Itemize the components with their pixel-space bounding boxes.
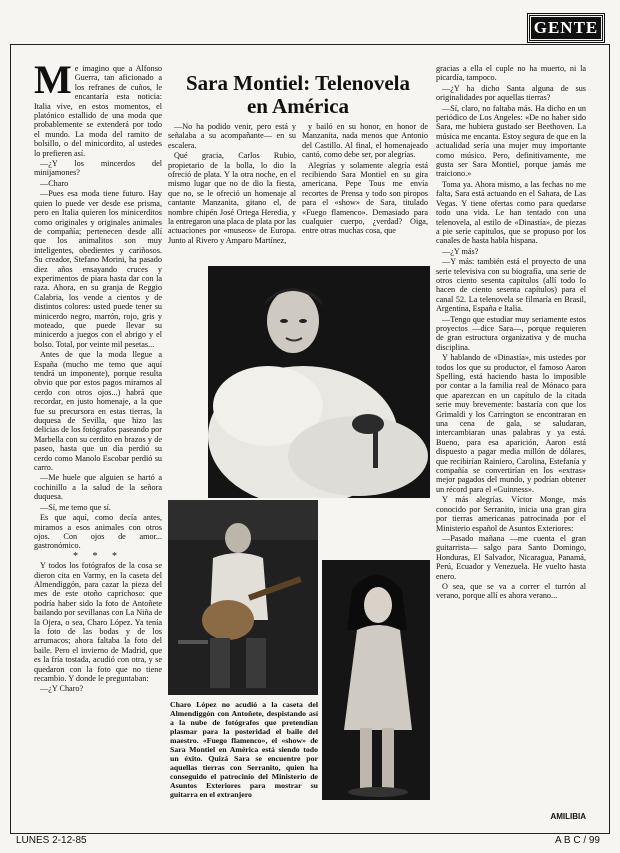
col1-paragraph: Es que aquí, como decía antes, miramos a esos animales con otros ojos. Con ojos de amor... gastronómico.: [34, 513, 162, 551]
page-date: LUNES 2-12-85: [16, 835, 87, 846]
col4-paragraph: Y más alegrías. Víctor Monge, más conocido por Serranito, inicia una gran gira por tierras americanas patrocinada por el Ministerio español de Asuntos Exteriores:: [436, 495, 586, 533]
col4-paragraph: Y hablando de «Dinastía», mis ustedes por todos los que su productor, el famoso Aaron Spelling, está haciendo hasta lo imposible por contar a la familia real de Mónaco para que aparezcan en un capítulo de la citada serie muy brevemente: bastaría con que los Grimaldi y los Carrington se encontraran en una cena de gala, se saludaran, intercambiaran unas palabras y ya está. Bueno, para esa aparición, Aaron está dispuesto a pagar media millón de dólares, que recibirían Rainiero, Carolina, Estefanía y compañía se convertirían en los «extras» mejor pagados del mundo, y podrían obtener un récord para el «Guinness».: [436, 353, 586, 494]
col2-paragraph: Qué gracia, Carlos Rubio, propietario de la bolla, lo dio la ofreció de plata. Y la otra noche, en el mismo lugar que no de dio la fiesta, que no, se le ofreció un homenaje al cantante Manzanita, gitano el, de nombre chipén José Ortega Heredia, y la entregaron una placa de plata por las actuaciones por «museos» de Europa. Junto al Rivero y Amparo Martínez,: [168, 151, 296, 245]
col3-paragraph: y bailó en su honor, en honor de Manzanita, nada menos que Antonio del Castillo. Al final, el homenajeado cantó, como debe ser, por alegrías.: [302, 122, 428, 160]
section-label: GENTE: [528, 14, 604, 42]
photo-caption: Charo López no acudió a la caseta del Almendiggón con Antoñete, despistando así a la nube de fotógrafos que pretendían plasmar para la posteridad el baile del maestro. «Fuego flamenco», el «show» de Sara Montiel en América está siendo todo un éxito. Quizá Sara se encuentre por aquellas tierras con Serranito, quien ha conseguido el patrocinio del Ministerio de Asuntos Exteriores para mostrar su guitarra en el extranjero: [170, 700, 318, 799]
col4-paragraph: —Sí, claro, no faltaba más. Ha dicho en un periódico de Los Angeles: «De no haber sido Sara, me hubiera gustado ser Beethoven. La música me encanta. Estoy segura de que en la actualidad sería una mujer muy importante como músico. Pero, definitivamente, me gusta ser Sara Montiel, porque jamás me traiciono.»: [436, 103, 586, 179]
headline-line-2: en América: [246, 94, 350, 118]
signature: AMILIBIA: [550, 812, 586, 821]
charo-lopez-illustration: [322, 560, 430, 800]
col4-paragraph: O sea, que se va a correr el turrón al verano, porque allí es ahora verano...: [436, 581, 586, 601]
col1-paragraph: Antes de que la moda llegue a España (mucho me temo que aquí tendrá un imponente), porque resulta obvio que por estos pagos miramos al cerdo con otros ojos...) habrá que recordar, en justo homenaje, a la que fue su precursora en estas tierras, la duquesa de Sevilla, que hizo las delicias de los fotógrafos paseando por Marbella con su cerdito en brazos y de paseo, hasta que un día perdió su cerdo como Manolo Escobar perdió su carro.: [34, 350, 162, 473]
col2-paragraph: —No ha podido venir, pero está y señalaba a su acompañante— en su escalera.: [168, 122, 296, 150]
col1-paragraph: Y todos los fotógrafos de la cosa se dieron cita en Varmy, en la caseta del Almendiggón, para cazar la pieza del mes de este otoño caprichoso: que podría haber sido la foto de Antoñete bailando por sevillanas con La Niña de la Ojera, o sea, Charo López. Ya tenía la foto de las bodas y de los arrumacos; ahora faltaba la foto del baile. Pero el invierno de Madrid, que es la fría tostada, acudió con otra, y se quedaron con la foto que no tiene recambio. Y donde le preguntaban:: [34, 561, 162, 683]
col4-paragraph: —Pasado mañana —me cuenta el gran guitarrista— salgo para Santo Domingo, Honduras, El Salvador, Nicaragua, Panamá, Perú, Ecuador y Venezuela. He vuelto hasta enero.: [436, 533, 586, 581]
col1-paragraph: —Me huele que alguien se hartó a cochinillo a la salud de la señora duquesa.: [34, 473, 162, 502]
col4-paragraph: Toma ya. Ahora mismo, a las fechas no me falta, Sara está actuando en el Sahara, de Las Vegas. Y tiene ofertas como para quedarse todo una vida. Le han tentado con una telenovela, al estilo de «Dinastía», de piezas a pie serie capitulos, que se propuso por los canales de hasta habla hispana.: [436, 179, 586, 246]
drop-cap: M: [34, 64, 72, 102]
section-separator: * * *: [73, 550, 123, 562]
col1-paragraph: —Sí, me temo que sí.: [40, 502, 111, 512]
col1-paragraph: e imagino que a Alfonso Guerra, tan aficionado a los refranes de cuños, le encantaría esta noticia: Italia vive, en estos momentos, el platónico estallido de una moda que probablemente se extenderá por todo el mundo. La moda del ramito de bolsillo, o del minicordito, al ustedes lo prefieren así.: [34, 64, 162, 158]
column-2: [168, 122, 296, 260]
col4-paragraph: —Tengo que estudiar muy seriamente estos proyectos —dice Sara—, porque requieren de gran estructura organizativa y de mucha disciplina.: [436, 314, 586, 352]
guitarist-illustration: [168, 500, 318, 695]
col4-paragraph: —Y más: también está el proyecto de una serie televisiva con su biografía, una serie de otros ciento sesenta capítulos (allí todo lo hacen de ciento sesenta capítulos) para el canal 52. La telenovela se filmaría en Brasil, Argentina, España e Italia.: [436, 257, 586, 314]
headline: [178, 72, 418, 118]
col1-paragraph: —¿Y Charo?: [40, 684, 84, 694]
sara-montiel-illustration: [208, 266, 430, 498]
col4-paragraph: gracias a ella el cuple no ha muerto, ni la picardía, tampoco.: [436, 64, 586, 83]
page-number: A B C / 99: [554, 835, 600, 846]
col1-paragraph: —Pues esa moda tiene futuro. Hay quien lo puede ver desde ese prisma, pero en Italia quieren los minicerditos como originales y originales animales de compañía; pertenecen desde allí que los animalitos son muy inteligentes, obedientes y cariñosos. Su creador, Stefano Morini, ha pasado diez años ensayando cruces y experimentos de piara hasta dar con la raza. Ahora, en su granja de Reggio Calabria, los vende a cientos y de distintos colores: usted puede tener su minicerdo negro, marrón, rojo, gris y moteado, que puede llevar su minicerdo a juegos con el abrigo y el bolso. Total, por veinte mil pesetas...: [34, 189, 162, 349]
headline-line-1: Sara Montiel: Telenovela: [186, 71, 410, 95]
sara-montiel-photo: [208, 266, 430, 498]
charo-lopez-photo: [322, 560, 430, 800]
col1-paragraph: —¿Y los mincerdos del minijamones?: [34, 159, 162, 178]
col4-paragraph: —¿Y más?: [442, 246, 479, 256]
col4-paragraph: —¿Y ha dicho Santa alguna de sus originalidades por aquellas tierras?: [436, 83, 586, 103]
column-3: [302, 122, 428, 260]
column-1: [34, 64, 162, 832]
guitarist-photo: [168, 500, 318, 695]
column-4: [436, 64, 586, 812]
col3-paragraph: Alegrías y solamente alegría está recibiendo Sara Montiel en su gira americana. Pepe Tous me envía recortes de Prensa y todo son piropos para el «show» de Sara, titulado «Fuego flamenco». Demasiado para cualquier cuerpo, ¿verdad? Oiga, entre otras muchas cosa, que: [302, 160, 428, 236]
col1-paragraph: —Charo: [40, 178, 69, 188]
